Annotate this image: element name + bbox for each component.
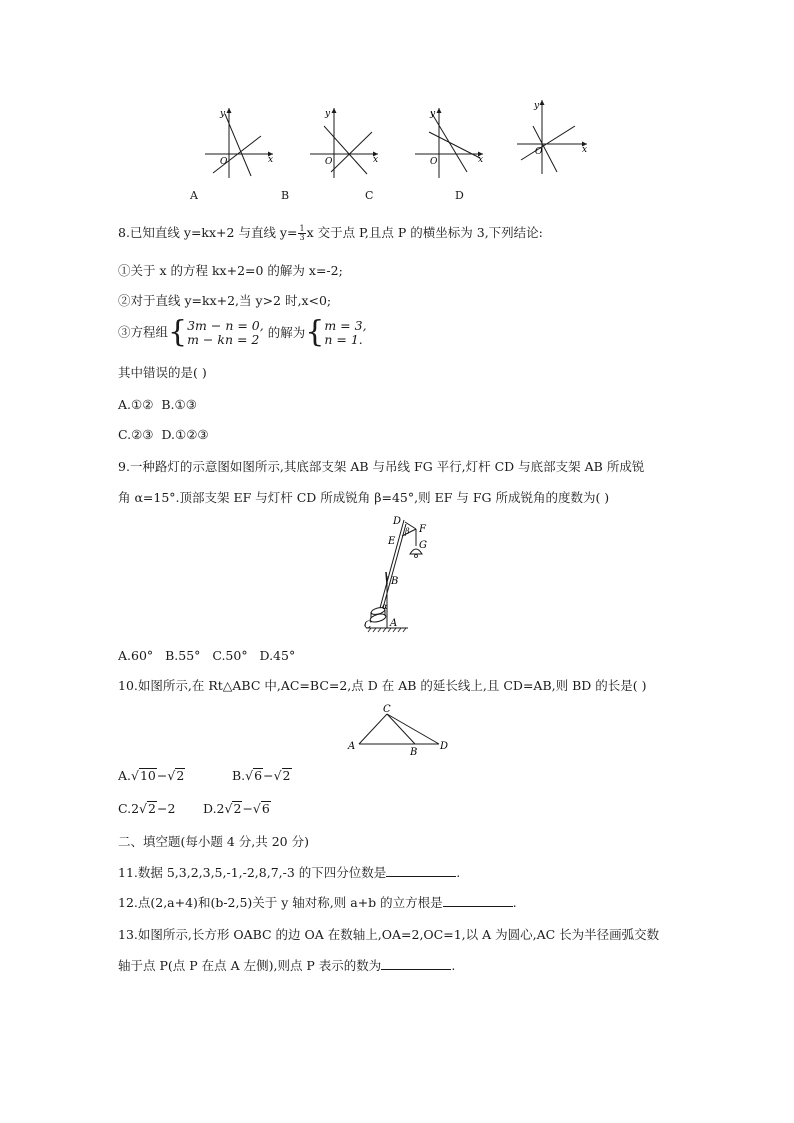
section-2-heading: 二、填空题(每小题 4 分,共 20 分) [118,834,309,849]
q8-conclusion-3: ③方程组{ 3m − n = 0, m − kn = 2 的解为{ m = 3, n = 1. [118,314,367,350]
graph-d-origin: O [535,147,543,157]
graph-a-y: y [220,109,226,119]
q9-option-d[interactable]: D.45° [259,648,296,663]
graph-c-y: y [430,109,436,119]
graph-c [415,108,483,178]
lamp-label-alpha: α [382,602,388,611]
graph-b-origin: O [325,157,333,167]
lamp-label-f: F [419,524,426,535]
lamp-label-beta: β [405,527,410,536]
graph-label-c: C [365,189,374,202]
tri-label-b: B [410,747,418,758]
graph-label-d: D [455,189,464,202]
tri-label-d: D [440,741,449,752]
q8-fraction: $\frac{1}{3}$ [299,224,305,242]
option-graphs [195,96,595,180]
tri-label-c: C [383,704,391,715]
graph-b-x: x [373,155,379,165]
q11-answer-blank[interactable] [386,864,456,877]
lamp-label-g: G [419,540,427,551]
q8-stem: 8.已知直线 y=kx+2 与直线 y= $\frac{1}{3}$ x 交于点 P,且点 P 的横坐标为 3,下列结论: [118,224,543,242]
graph-b [310,108,378,178]
q8-question: 其中错误的是( ) [118,365,207,380]
q12-answer-blank[interactable] [443,894,513,907]
graph-a-x: x [268,155,274,165]
q8-conclusion-2: ②对于直线 y=kx+2,当 y>2 时,x<0; [118,293,332,308]
q10-option-d[interactable]: D.2√2−√6 [203,801,270,816]
q13-answer-blank[interactable] [381,957,451,970]
lamp-label-c: C [364,620,372,631]
q13-line2: 轴于点 P(点 P 在点 A 左侧),则点 P 表示的数为 . [118,958,456,973]
q11: 11.数据 5,3,2,3,5,-1,-2,8,7,-3 的下四分位数是 . [118,865,461,880]
graph-a-origin: O [220,157,228,167]
q8-options-cd [118,426,209,444]
q8-solution: m = 3, n = 1. [324,317,367,347]
q10-option-a[interactable]: A.√10−√2 [118,768,185,783]
q9-option-b[interactable]: B.55° [165,648,201,663]
q9-stem-line2: 角 α=15°.顶部支架 EF 与灯杆 CD 所成锐角 β=45°,则 EF 与 FG 所成锐角的度数为( ) [118,490,610,505]
graph-d-y: y [534,101,540,111]
lamp-label-e: E [388,536,396,547]
q12: 12.点(2,a+4)和(b-2,5)关于 y 轴对称,则 a+b 的立方根是 . [118,895,517,910]
q9-options [118,647,295,665]
graph-d [517,100,587,174]
q9-option-c[interactable]: C.50° [212,648,248,663]
q9-stem-line1: 9.一种路灯的示意图如图所示,其底部支架 AB 与吊线 FG 平行,灯杆 CD 与底部支架 AB 所成锐 [118,459,645,474]
q8-option-b[interactable]: B.①③ [161,397,197,412]
street-lamp-diagram [358,512,438,634]
q13-line1: 13.如图所示,长方形 OABC 的边 OA 在数轴上,OA=2,OC=1,以 A 为圆心,AC 长为半径画弧交数 [118,927,660,942]
q10-stem: 10.如图所示,在 Rt△ABC 中,AC=BC=2,点 D 在 AB 的延长线上,且 CD=AB,则 BD 的长是( ) [118,678,647,693]
q9-option-a[interactable]: A.60° [118,648,154,663]
q8-conclusion-1: ①关于 x 的方程 kx+2=0 的解为 x=-2; [118,263,343,278]
triangle-diagram [345,702,453,758]
lamp-label-b: B [391,576,399,587]
lamp-label-d: D [393,516,402,527]
q10-option-b[interactable]: B.√6−√2 [232,768,291,783]
graph-label-b: B [281,189,290,202]
graph-b-y: y [325,109,331,119]
graph-a [205,108,273,178]
q8-options-ab [118,396,197,414]
q8-option-c[interactable]: C.②③ [118,427,154,442]
graph-d-x: x [582,145,588,155]
q8-option-d[interactable]: D.①②③ [161,427,209,442]
graph-c-origin: O [430,157,438,167]
tri-label-a: A [348,741,356,752]
graph-label-a: A [190,189,198,202]
q8-equation-system: 3m − n = 0, m − kn = 2 [187,317,264,347]
graph-c-x: x [478,155,484,165]
lamp-label-a: A [390,618,398,629]
q8-option-a[interactable]: A.①② [118,397,154,412]
q10-option-c[interactable]: C.2√2−2 [118,801,176,816]
